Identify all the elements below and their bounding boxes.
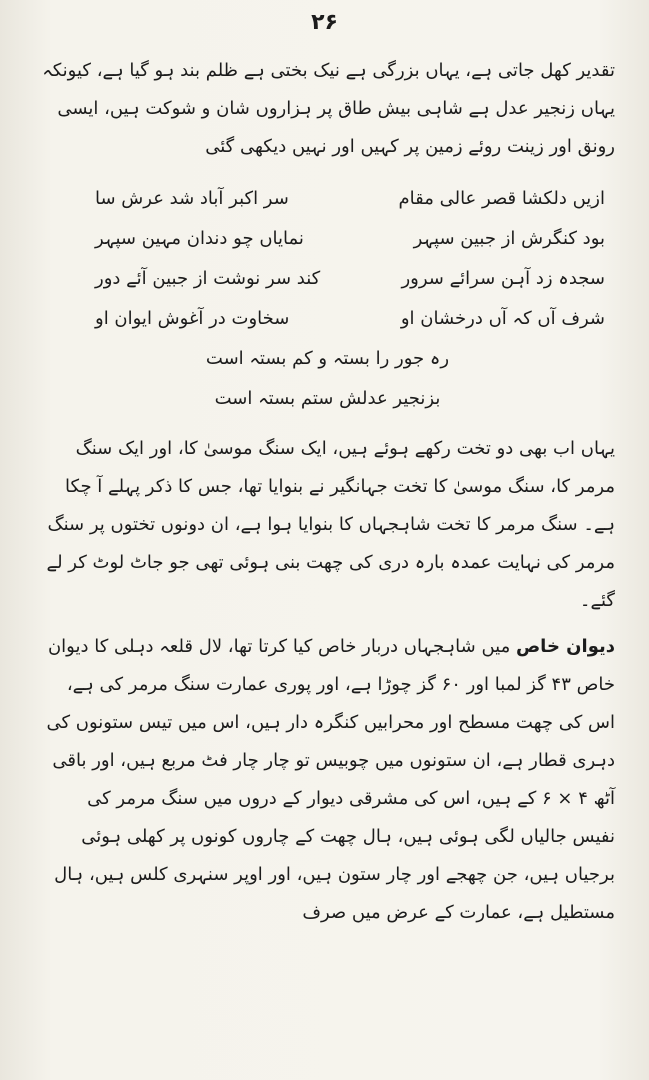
section-lead-diwan-e-khas: دیوان خاص bbox=[515, 636, 615, 657]
verse-2-first-hemistich: بود کنگرش از جبین سپہر bbox=[413, 228, 605, 249]
paragraph-thrones: یہاں اب بھی دو تخت رکھے ہوئے ہیں، ایک سنگ موسیٰ کا، اور ایک سنگ مرمر کا، سنگ موسیٰ کا تخت جہانگیر نے بنوایا تھا، جس کا ذکر پہلے آ چکا ہے۔ سنگ مرمر کا تخت شاہجہاں کا بنوایا ہوا ہے، ان دونوں تختوں پر سنگ مرمر کی نہایت عمدہ بارہ دری کی چھت بنی ہوئی تھی جو جاٹ لوٹ کر لے گئے۔ bbox=[46, 438, 615, 611]
verse-line-1 bbox=[95, 180, 605, 220]
verse-line-4 bbox=[95, 300, 605, 340]
verse-2-second-hemistich: نمایاں چو دندان مہین سپہر bbox=[95, 228, 304, 249]
verse-3-first-hemistich: سجدہ زد آہن سرائے سرور bbox=[401, 268, 605, 289]
centered-couplet-line-2: بزنجیر عدلش ستم بستہ است bbox=[214, 388, 441, 409]
verse-4-second-hemistich: سخاوت در آغوش ایوان او bbox=[95, 308, 290, 329]
verse-line-3 bbox=[95, 260, 605, 300]
paragraph-intro: تقدیر کھل جاتی ہے، یہاں بزرگی ہے نیک بختی ہے ظلم بند ہو گیا ہے، کیونکہ یہاں زنجیر عدل ہے شاہی بیش طاق پر ہزاروں شان و شوکت ہیں، ایسی رونق اور زینت روئے زمین پر کہیں اور نہیں دیکھی گئی bbox=[42, 60, 615, 157]
verse-line-2 bbox=[95, 220, 605, 260]
verse-3-second-hemistich: کند سر نوشت از جبین آئے دور bbox=[95, 268, 321, 289]
page-number: ۲۶ bbox=[311, 10, 338, 35]
verse-4-first-hemistich: شرف آں کہ آں درخشان او bbox=[400, 308, 605, 329]
paragraph-diwan-e-khas-body: میں شاہجہاں دربار خاص کیا کرتا تھا، لال قلعہ دہلی کا دیوان خاص ۴۳ گز لمبا اور ۶۰ گز چوڑا ہے، اور پوری عمارت سنگ مرمر کی ہے، اس کی چھت مسطح اور محرابیں کنگرہ دار ہیں، اس میں تیس ستونوں کی دہری قطار ہے، ان ستونوں میں چوبیس تو چار چار فٹ مربع ہیں، اور باقی آٹھ ۴ × ۶ کے ہیں، اس کی مشرقی دیوار کے دروں میں سنگ مرمر کی نفیس جالیاں لگی ہوئی ہیں، ہال چھت کے چاروں کونوں پر کھلی ہوئی برجیاں ہیں، جن چھجے اور چار ستون ہیں، اور اوپر سنہری کلس ہیں، ہال مستطیل ہے، عمارت کے عرض میں صرف bbox=[46, 636, 615, 923]
spacer bbox=[40, 420, 615, 430]
centered-couplet-line-1: رہ جور را بستہ و کم بستہ است bbox=[205, 348, 450, 369]
page-content bbox=[40, 52, 615, 940]
verse-1-second-hemistich: سر اکبر آباد شد عرش سا bbox=[95, 188, 289, 209]
paragraph-diwan-e-khas bbox=[40, 628, 615, 932]
verse-1-first-hemistich: ازیں دلکشا قصر عالی مقام bbox=[398, 188, 605, 209]
